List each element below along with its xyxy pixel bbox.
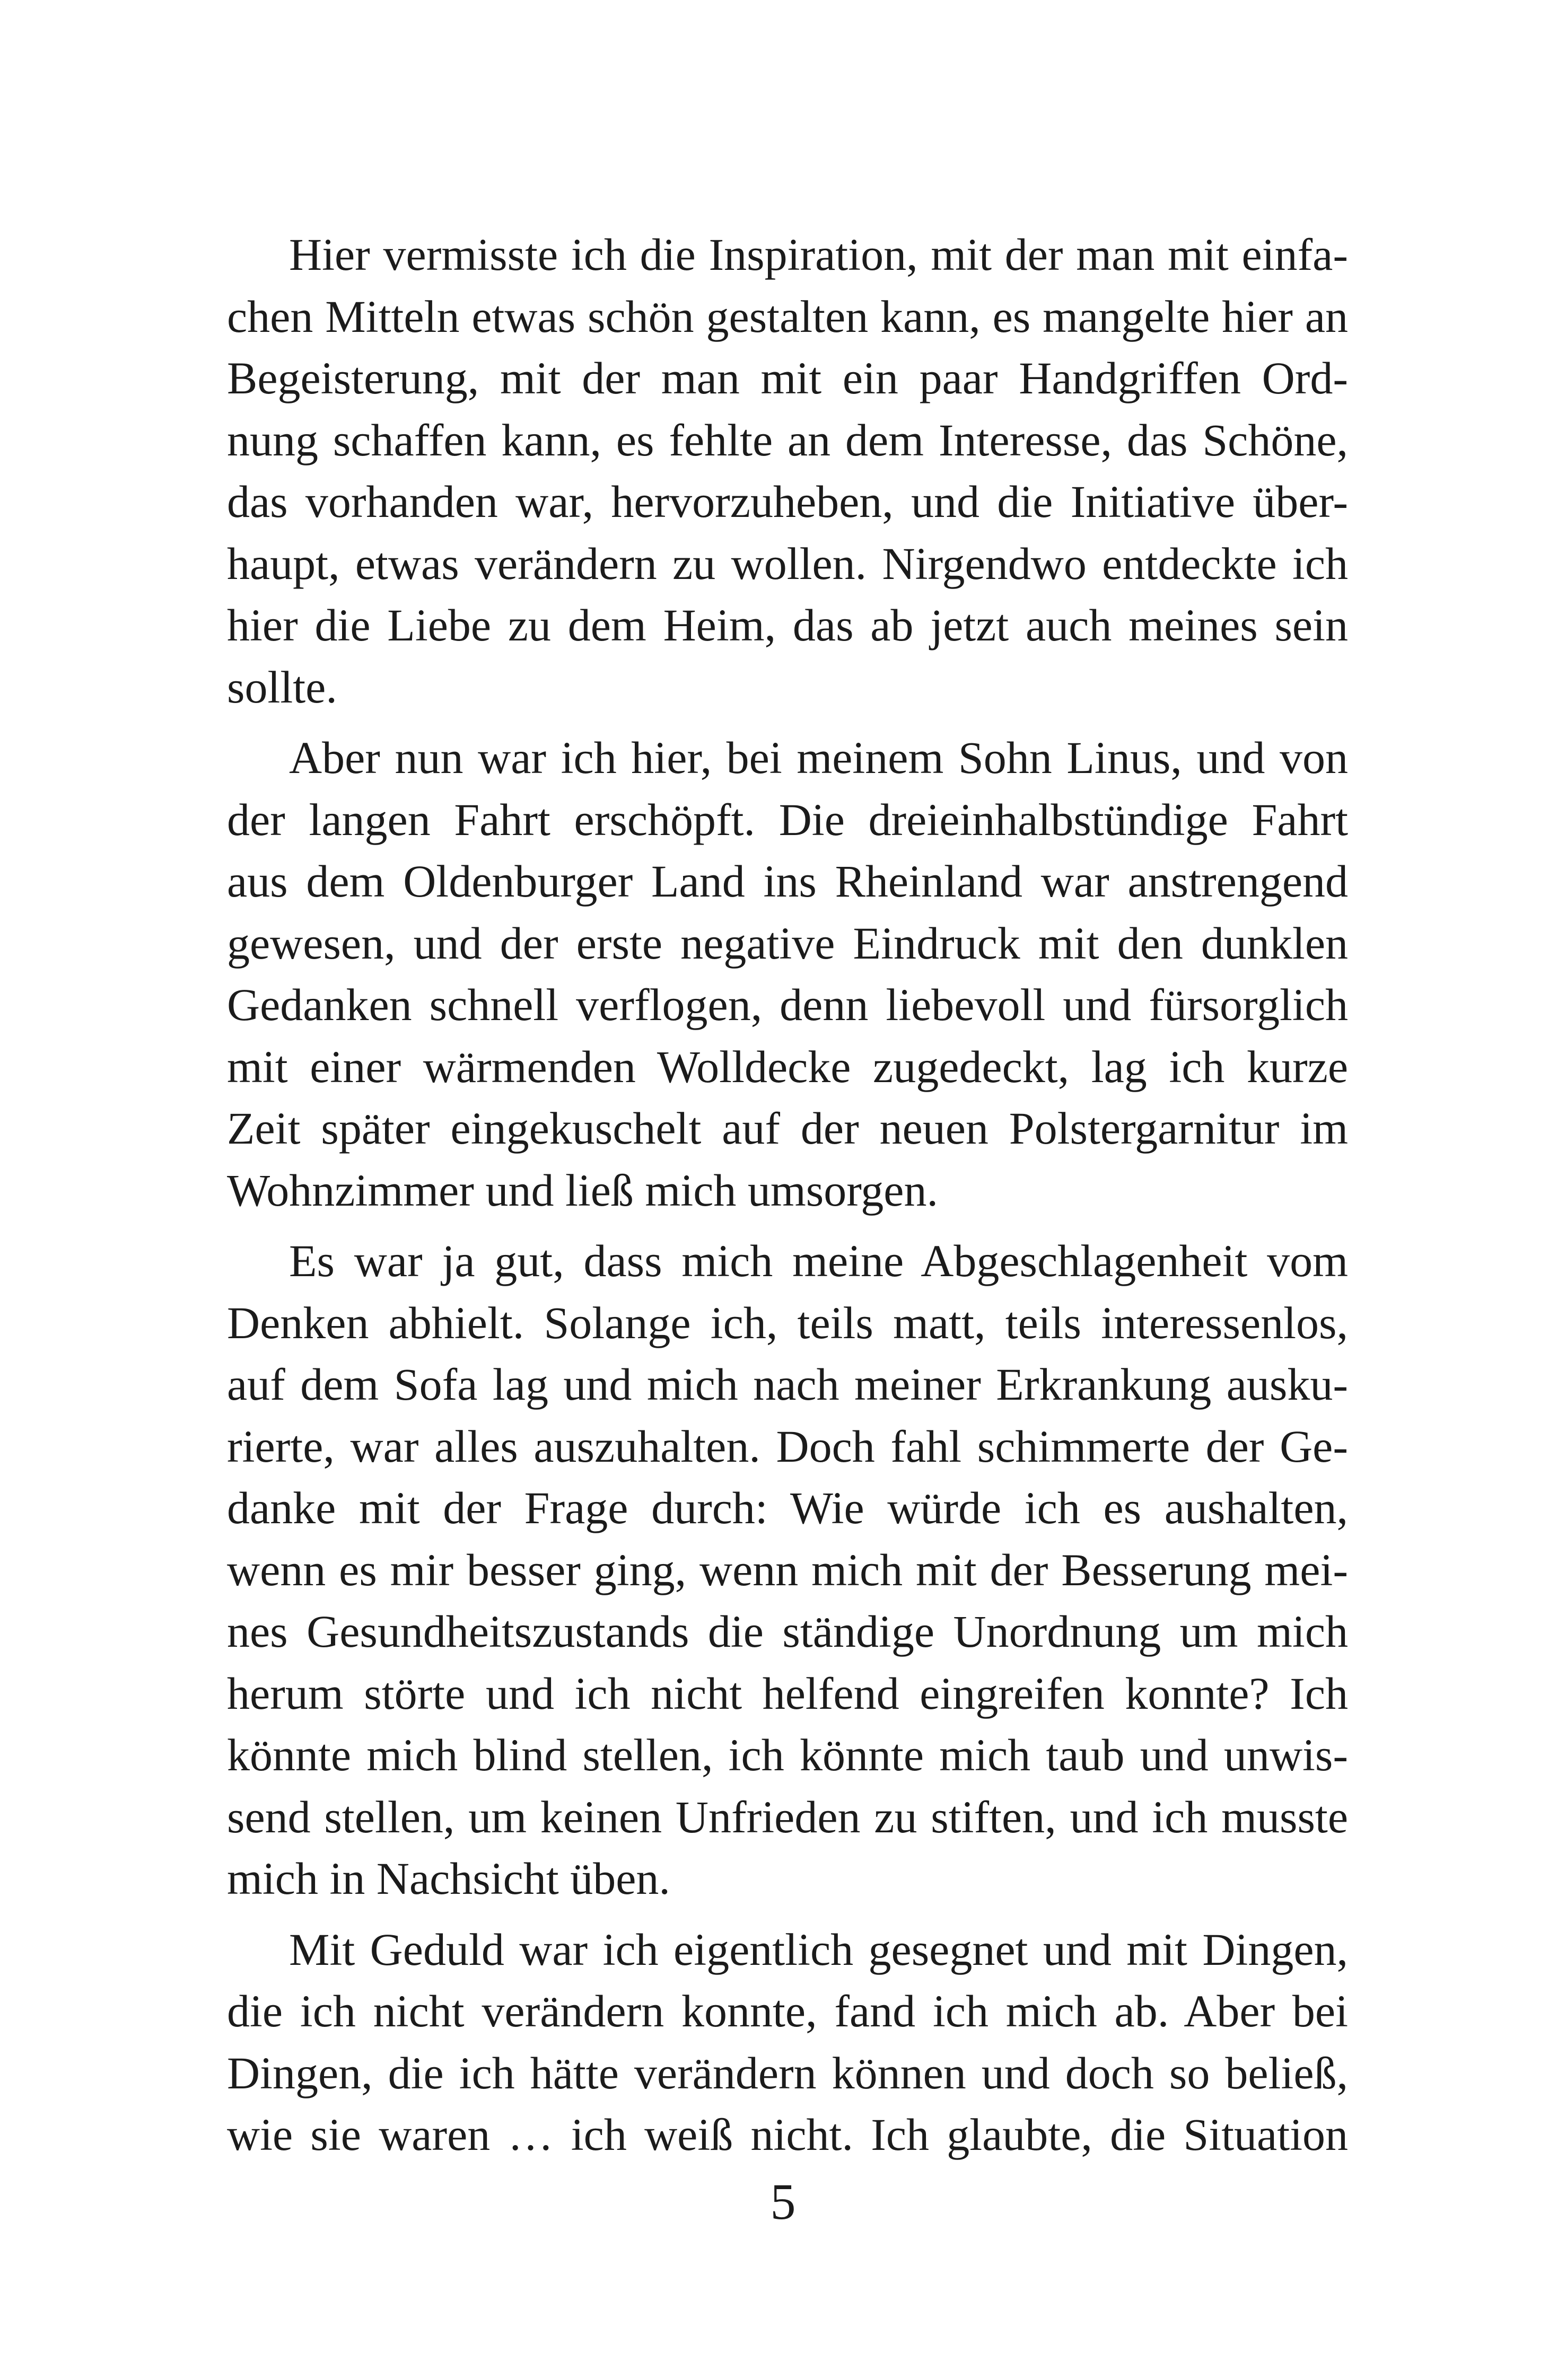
paragraph <box>227 224 1348 718</box>
text-line: Denken abhielt. Solange ich, teils matt, teils interessenlos, <box>227 1297 1348 1348</box>
text-line: rierte, war alles auszuhalten. Doch fahl schimmerte der Ge- <box>227 1420 1348 1472</box>
text-line: die ich nicht verändern konnte, fand ich mich ab. Aber bei <box>227 1986 1348 2036</box>
text-line: Wohnzimmer und ließ mich umsorgen. <box>227 1164 938 1216</box>
text-line: chen Mitteln etwas schön gestalten kann, es mangelte hier an <box>227 291 1348 342</box>
text-line: mit einer wärmenden Wolldecke zugedeckt, lag ich kurze <box>227 1041 1348 1092</box>
paragraph <box>227 1919 1348 2166</box>
text-line: haupt, etwas verändern zu wollen. Nirgendwo entdeckte ich <box>227 538 1348 589</box>
text-line: Mit Geduld war ich eigentlich gesegnet und mit Dingen, <box>289 1924 1348 1975</box>
text-line: das vorhanden war, hervorzuheben, und die Initiative über- <box>227 476 1348 527</box>
text-line: Es war ja gut, dass mich meine Abgeschlagenheit vom <box>289 1235 1348 1286</box>
text-line: mich in Nachsicht üben. <box>227 1853 670 1904</box>
paragraph <box>227 1230 1348 1910</box>
text-line: danke mit der Frage durch: Wie würde ich es aushalten, <box>227 1482 1348 1533</box>
text-line: nung schaffen kann, es fehlte an dem Interesse, das Schöne, <box>227 414 1348 466</box>
text-line: könnte mich blind stellen, ich könnte mich taub und unwis- <box>227 1729 1348 1780</box>
text-line: Begeisterung, mit der man mit ein paar Handgriffen Ord- <box>227 353 1348 403</box>
text-line: aus dem Oldenburger Land ins Rheinland war anstrengend <box>227 856 1348 907</box>
text-line: wenn es mir besser ging, wenn mich mit der Besserung mei- <box>227 1544 1348 1595</box>
text-line: herum störte und ich nicht helfend eingreifen konnte? Ich <box>227 1667 1348 1719</box>
text-line: Aber nun war ich hier, bei meinem Sohn Linus, und von <box>289 732 1348 783</box>
text-line: wie sie waren … ich weiß nicht. Ich glaubte, die Situation <box>227 2109 1348 2160</box>
text-line: Gedanken schnell verflogen, denn liebevoll und fürsorglich <box>227 979 1348 1030</box>
paragraph <box>227 727 1348 1221</box>
text-line: auf dem Sofa lag und mich nach meiner Erkrankung ausku- <box>227 1359 1348 1410</box>
text-line: Hier vermisste ich die Inspiration, mit der man mit einfa- <box>289 229 1348 280</box>
text-line: Dingen, die ich hätte verändern können und doch so beließ, <box>227 2047 1348 2098</box>
page-number: 5 <box>770 2173 796 2230</box>
body-text <box>227 224 1348 2175</box>
text-line: send stellen, um keinen Unfrieden zu stiften, und ich musste <box>227 1791 1348 1842</box>
text-line: gewesen, und der erste negative Eindruck mit den dunklen <box>227 917 1348 969</box>
text-line: der langen Fahrt erschöpft. Die dreieinhalbstündige Fahrt <box>227 794 1348 845</box>
text-line: nes Gesundheitszustands die ständige Unordnung um mich <box>227 1606 1348 1657</box>
text-line: sollte. <box>227 661 337 713</box>
text-line: Zeit später eingekuschelt auf der neuen Polstergarnitur im <box>227 1103 1348 1154</box>
text-line: hier die Liebe zu dem Heim, das ab jetzt auch meines sein <box>227 600 1348 651</box>
